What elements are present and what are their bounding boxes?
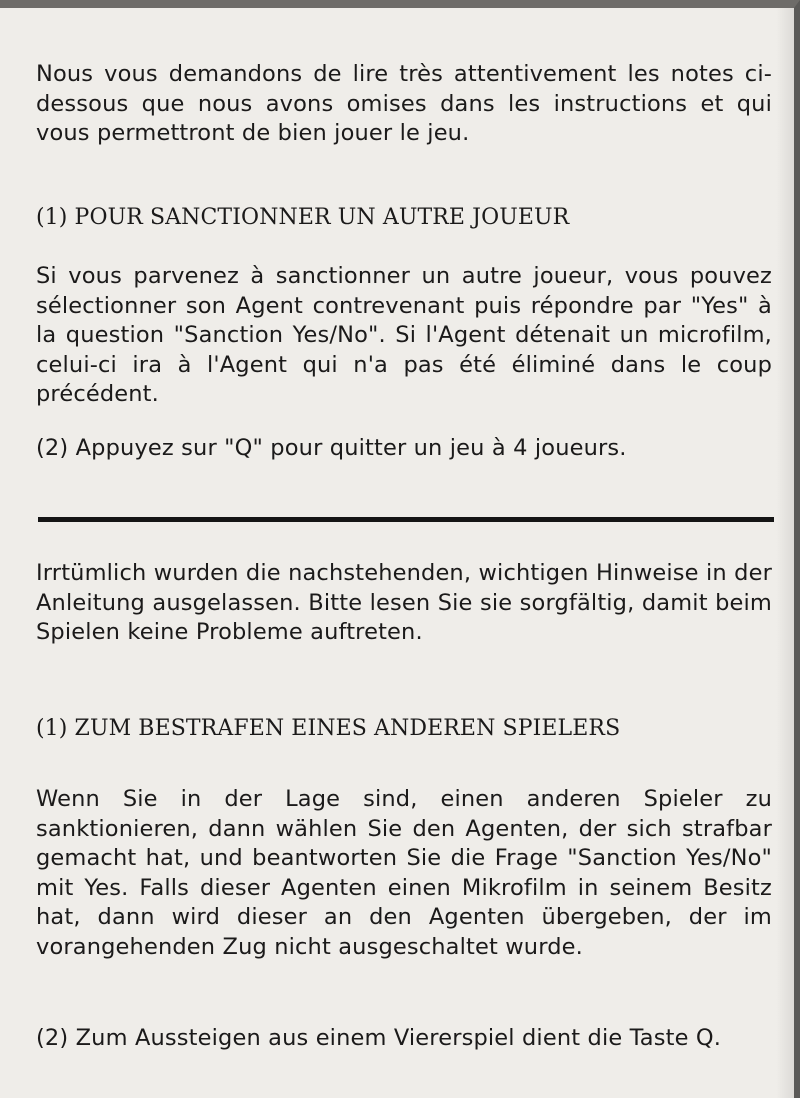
french-quit-text: (2) Appuyez sur "Q" pour quitter un jeu à 4 joueurs. [36,435,627,461]
german-sanction-text: Wenn Sie in der Lage sind, einen anderen Spieler zu sanktionieren, dann wählen Sie den Agenten, der sich strafbar gemacht hat, und beantworten Sie die Frage "Sanction Yes/No" mit Yes. Falls dieser Agenten einen Mikrofilm in seinem Besitz hat, dann wird dieser an den Agenten übergeben, der im vorangehenden Zug nicht ausgeschaltet wurde. [36,786,772,960]
scan-edge-shadow [776,8,794,1098]
german-intro-text: Irrtümlich wurden die nachstehenden, wichtigen Hinweise in der Anleitung ausgelassen. Bitte lesen Sie sie sorgfältig, damit beim Spielen keine Probleme auftreten. [36,560,772,645]
german-quit-text: (2) Zum Aussteigen aus einem Viererspiel dient die Taste Q. [36,1025,722,1051]
french-sanction-text: Si vous parvenez à sanctionner un autre joueur, vous pouvez sélectionner son Agent contrevenant puis répondre par "Yes" à la question "Sanction Yes/No". Si l'Agent détenait un microfilm, celui-ci ira à l'Agent qui n'a pas été éliminé dans le coup précédent. [36,263,772,407]
french-heading-sanction: (1) POUR SANCTIONNER UN AUTRE JOUEUR [36,205,570,230]
german-heading-sanction: (1) ZUM BESTRAFEN EINES ANDEREN SPIELERS [36,716,621,741]
french-intro-text: Nous vous demandons de lire très attentivement les notes ci-dessous que nous avons omises dans les instructions et qui vous permettront de bien jouer le jeu. [36,61,772,146]
section-divider [38,517,774,522]
